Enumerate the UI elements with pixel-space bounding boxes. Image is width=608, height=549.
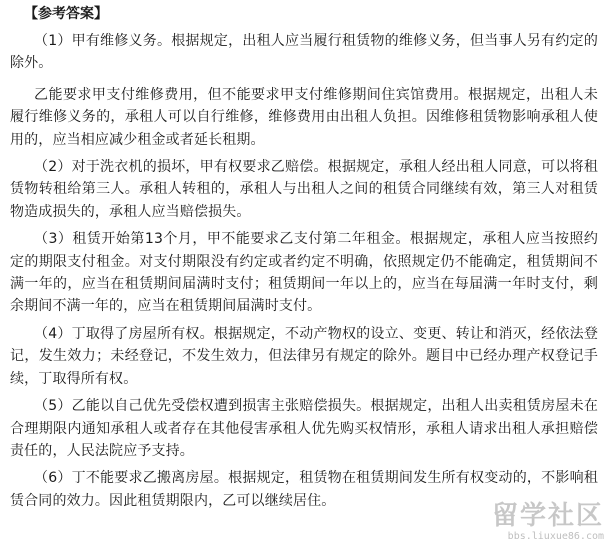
answer-heading: 【参考答案】 (24, 6, 108, 22)
answer-paragraph-5: （5）乙能以自己优先受偿权遭到损害主张赔偿损失。根据规定，出租人出卖租赁房屋未在合理期限内通知承租人或者存在其他侵害承租人优先购买权情形，承租人请求出租人承担赔偿责任的，人民法院应予支持。 (10, 398, 598, 459)
watermark-logo: 留学社区 (491, 501, 604, 531)
answer-paragraph-4: （4）丁取得了房屋所有权。根据规定，不动产物权的设立、变更、转让和消灭，经依法登记，发生效力；未经登记，不发生效力，但法律另有规定的除外。题目中已经办理产权登记手续，丁取得所有权。 (10, 325, 598, 387)
answer-paragraph-6: （6）丁不能要求乙搬离房屋。根据规定，租赁物在租赁期间发生所有权变动的，不影响租赁合同的效力。因此租赁期限内，乙可以继续居住。 (10, 470, 598, 509)
answer-paragraph-3: （3）租赁开始第13个月，甲不能要求乙支付第二年租金。根据规定，承租人应当按照约定的期限支付租金。对支付期限没有约定或者约定不明确，依照规定仍不能确定，租赁期间不满一年的，应当在租赁期间届满时支付；租赁期间一年以上的，应当在每届满一年时支付，剩余期间不满一年的，应当在租赁期间届满时支付。 (10, 231, 598, 315)
watermark-url: bbs.liuxue86.com (507, 531, 604, 542)
answer-paragraph-1-explanation: 乙能要求甲支付维修费用，但不能要求甲支付维修期间住宾馆费用。根据规定，出租人未履行维修义务的，承租人可以自行维修，维修费用由出租人负担。因维修租赁物影响承租人使用的，应当相应减少租金或者延长租期。 (10, 86, 598, 148)
answer-paragraph-1: （1）甲有维修义务。根据规定，出租人应当履行租赁物的维修义务，但当事人另有约定的除外。 (10, 33, 598, 72)
answer-paragraph-2: （2）对于洗衣机的损坏，甲有权要求乙赔偿。根据规定，承租人经出租人同意，可以将租赁物转租给第三人。承租人转租的，承租人与出租人之间的租赁合同继续有效，第三人对租赁物造成损失的，承租人应当赔偿损失。 (10, 159, 598, 220)
